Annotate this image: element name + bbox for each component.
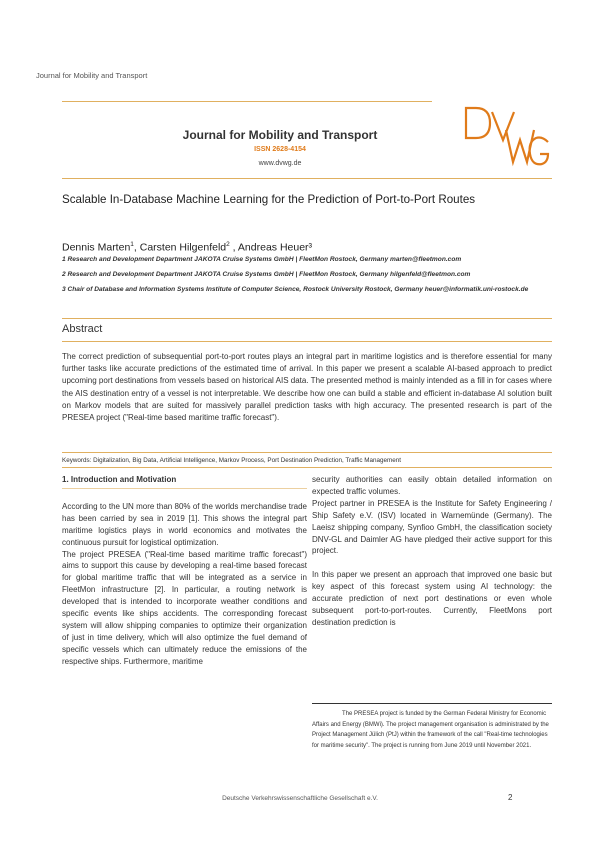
title-rule [62,178,552,179]
journal-website: www.dvwg.de [258,160,302,167]
paragraph-1: According to the UN more than 80% of the worlds merchandise trade has been carried by sea in 2019 [1]. This shows the integral part maritime logistics plays in world economics and motivates the continuous pursuit for logistical optimization. [62,501,307,547]
footnote [312,709,552,751]
footnote-rule [312,703,552,704]
paragraph-2: The project PRESEA ("Real-time based maritime traffic forecast") aims to support this cause by developing a real-time based forecast for global maritime traffic that will be integrated as a service in FleetMon infrastructure [2]. In particular, a routing network is developed that is intended to incorporate weather conditions and specific events like ships accidents. The corresponding forecast system will allow shipping companies to optimize their organization of just in time delivery, which will also optimize the fuel demand of specific vessels which can ultimately reduce the emissions of the respective ships. Furthermore, maritime [62,549,307,666]
author-1-sup: 1 [130,241,134,248]
paper-title: Scalable In-Database Machine Learning for the Prediction of Port-to-Port Routes [62,193,476,206]
author-2: , Carsten Hilgenfeld [133,241,227,254]
affiliation-2: 2 Research and Development Department JAKOTA Cruise Systems GmbH | FleetMon Rostock, Germany hilgenfeld@fleetmon.com [62,271,471,278]
section-heading: 1. Introduction and Motivation [62,475,177,484]
abstract-body: The correct prediction of subsequential port-to-port routes plays an integral part in maritime logistics and is therefore essential for many further tasks like accurate predictions of the estimated time of arrival. In this paper we present a scalable AI-based approach to predict upcoming port destinations from vessels based on historical AIS data. The presented method is mainly intended as a fill in for cases where the AIS destination entry of a vessel is not interpretable. We describe how one can build a stable and efficient in-database AI solution built on Markov models that are suited for massively parallel prediction tasks with high accuracy. The presented research is part of the PRESEA project ("Real-time based maritime traffic forecast"). [62,352,552,423]
journal-issn: ISSN 2628-4154 [254,146,306,153]
header-rule [62,101,432,102]
section-rule [62,488,307,489]
paragraph-4: Project partner in PRESEA is the Institute for Safety Engineering / Ship Safety e.V. (ISV) located in Warnemünde (Germany). The Laeisz shipping company, Synfioo GmbH, the classification society DNV-GL and Daimler AG have pledged their active support for this project. [312,498,552,556]
abstract-heading-rule [62,341,552,342]
right-column [312,474,552,629]
keywords-top-rule [62,452,552,453]
affiliation-1: 1 Research and Development Department JAKOTA Cruise Systems GmbH | FleetMon Rostock, Germany marten@fleetmon.com [62,256,462,263]
journal-title: Journal for Mobility and Transport [182,128,378,142]
logo-letter-v [492,112,514,140]
running-head: Journal for Mobility and Transport [36,71,148,80]
paragraph-5: In this paper we present an approach that improved one basic but key aspect of this forecast system using AI technology: the accurate prediction of next port destinations or even whole subsequent port-to-port-routes. Currently, FleetMons port destination prediction is [312,570,552,627]
footnote-text: The PRESEA project is funded by the German Federal Ministry for Economic Affairs and Energy (BMWi). The project management organisation is administrated by the Project Management Jülich (PtJ) within the framework of the call "Real-time technologies for maritime security". The project is running from June 2019 until November 2021. [312,711,549,749]
dvwg-logo [462,100,552,170]
keywords-bottom-rule [62,467,552,468]
author-1: Dennis Marten [62,241,131,254]
page-number: 2 [508,793,513,802]
keywords: Keywords: Digitalization, Big Data, Artificial Intelligence, Markov Process, Port Destination Prediction, Traffic Management [62,457,402,464]
author-list [62,241,312,254]
left-column [62,474,307,668]
paragraph-3: security authorities can easily obtain detailed information on expected traffic volumes. [312,475,552,496]
page-footer: Deutsche Verkehrswissenschaftliche Gesellschaft e.V. [222,795,378,802]
abstract-top-rule [62,318,552,319]
logo-letter-g [530,138,548,165]
author-2-sup: 2 [226,241,230,248]
affiliation-3: 3 Chair of Database and Information Systems Institute of Computer Science, Rostock University Rostock, Germany heuer@informatik.uni-rostock.de [62,286,529,293]
logo-letter-d [466,108,490,138]
abstract-heading: Abstract [62,323,103,335]
author-3: , Andreas Heuer³ [229,241,313,254]
